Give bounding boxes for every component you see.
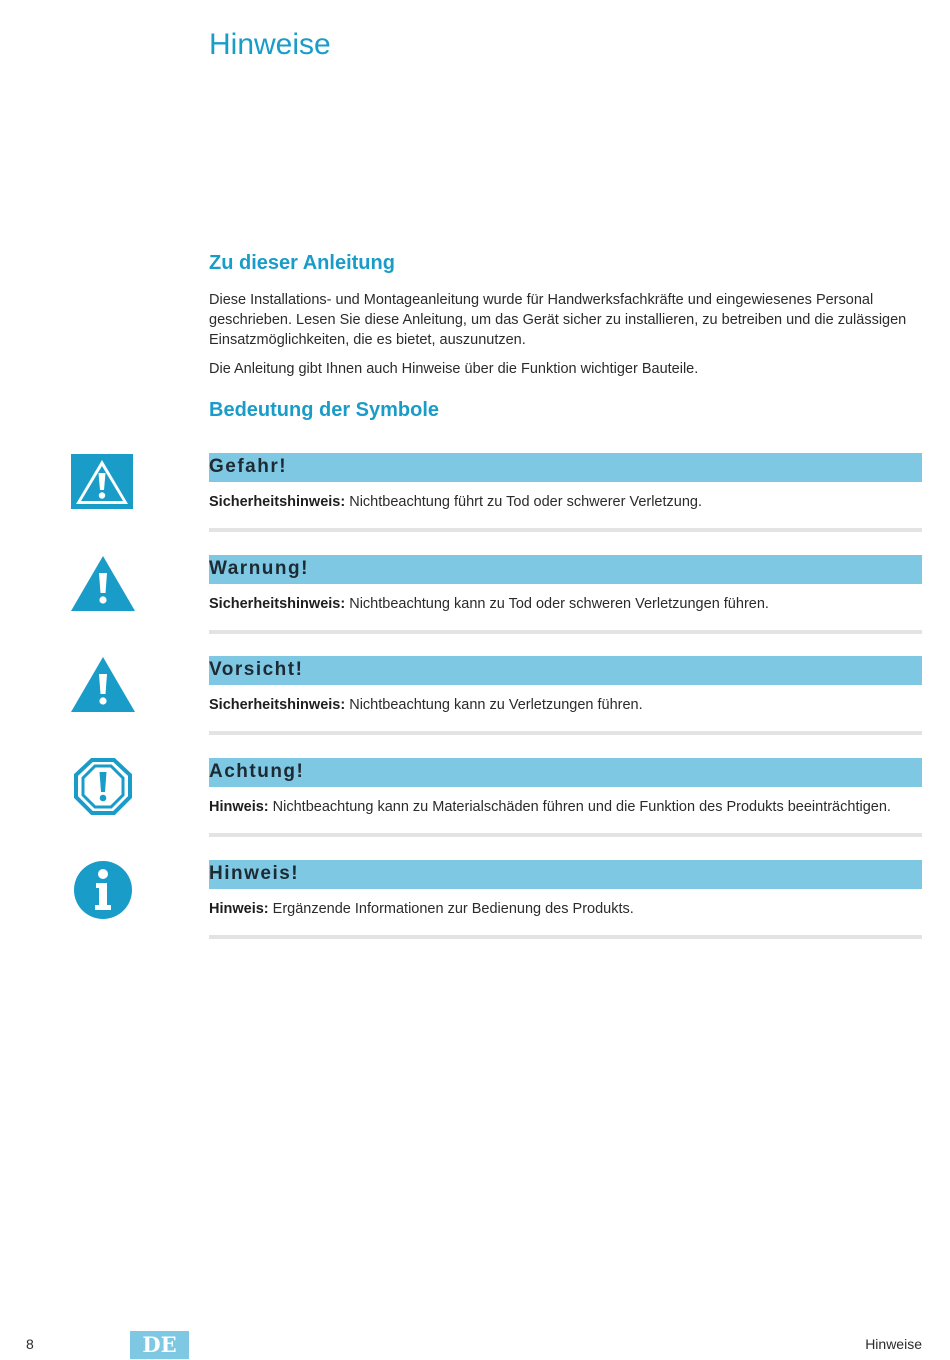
language-badge: DE	[130, 1331, 189, 1359]
symbol-text: Nichtbeachtung kann zu Materialschäden führen und die Funktion des Produkts beeinträchtigen.	[272, 799, 891, 815]
warning-triangle-icon	[70, 555, 136, 615]
symbols-heading: Bedeutung der Symbole	[209, 399, 440, 421]
caution-triangle-icon	[70, 656, 136, 716]
symbol-label: Sicherheitshinweis:	[209, 596, 346, 612]
about-heading: Zu dieser Anleitung	[209, 252, 395, 274]
page-title: Hinweise	[209, 28, 331, 61]
symbol-description	[209, 799, 922, 815]
symbol-header-bar	[209, 555, 922, 584]
symbol-header-bar	[209, 860, 922, 889]
symbol-header-bar	[209, 758, 922, 787]
symbol-label: Hinweis:	[209, 901, 269, 917]
symbol-description	[209, 697, 922, 713]
info-circle-icon	[70, 860, 136, 920]
divider	[209, 935, 922, 939]
symbol-entry-caution	[0, 656, 950, 746]
symbol-label: Sicherheitshinweis:	[209, 494, 346, 510]
footer-section-title: Hinweise	[865, 1336, 922, 1352]
symbol-entry-info	[0, 860, 950, 950]
symbol-description	[209, 596, 922, 612]
about-paragraph-2: Die Anleitung gibt Ihnen auch Hinweise über die Funktion wichtiger Bauteile.	[209, 361, 699, 377]
danger-warning-boxed-icon	[70, 453, 136, 513]
divider	[209, 630, 922, 634]
symbol-text: Nichtbeachtung kann zu Verletzungen führen.	[349, 697, 643, 713]
attention-octagon-icon	[70, 758, 136, 818]
symbol-text: Ergänzende Informationen zur Bedienung des Produkts.	[272, 901, 634, 917]
symbol-title: Gefahr!	[209, 456, 288, 477]
symbol-title: Warnung!	[209, 558, 309, 579]
symbol-text: Nichtbeachtung führt zu Tod oder schwerer Verletzung.	[349, 494, 702, 510]
divider	[209, 833, 922, 837]
symbol-header-bar	[209, 453, 922, 482]
symbol-header-bar	[209, 656, 922, 685]
divider	[209, 528, 922, 532]
symbol-text: Nichtbeachtung kann zu Tod oder schweren Verletzungen führen.	[349, 596, 769, 612]
symbol-entry-attention	[0, 758, 950, 848]
about-paragraph-1: Diese Installations- und Montageanleitung wurde für Handwerksfachkräfte und eingewiesenes Personal geschrieben. Lesen Sie diese Anleitung, um das Gerät sicher zu installieren, zu betreiben und die zulässigen Einsatzmöglichkeiten, die es bietet, auszunutzen.	[209, 292, 907, 348]
symbol-label: Hinweis:	[209, 799, 269, 815]
symbol-label: Sicherheitshinweis:	[209, 697, 346, 713]
divider	[209, 731, 922, 735]
symbol-title: Achtung!	[209, 761, 305, 782]
symbol-description	[209, 901, 922, 917]
symbol-description	[209, 494, 922, 510]
page-number: 8	[26, 1336, 34, 1352]
symbol-title: Hinweis!	[209, 863, 300, 884]
symbol-entry-warning	[0, 555, 950, 645]
symbol-title: Vorsicht!	[209, 659, 304, 680]
symbol-entry-danger	[0, 453, 950, 543]
